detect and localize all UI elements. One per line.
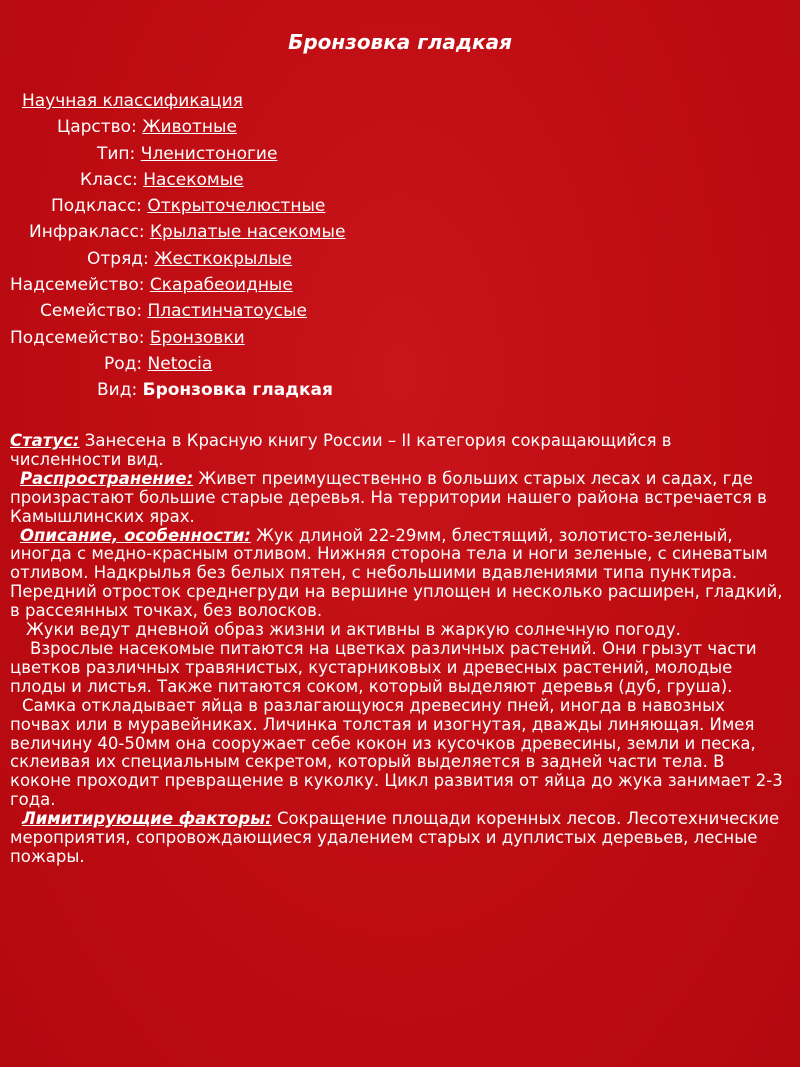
classification-row-phylum: Тип: Членистоногие: [97, 143, 278, 164]
species-name: Бронзовка гладкая: [142, 380, 333, 401]
classification-row-species: Вид: Бронзовка гладкая: [97, 380, 333, 401]
limiting-label: Лимитирующие факторы:: [22, 809, 272, 829]
class-link[interactable]: Насекомые: [143, 169, 244, 190]
phylum-link[interactable]: Членистоногие: [140, 143, 278, 164]
feeding-paragraph: Взрослые насекомые питаются на цветках различных растений. Они грызут части цветков различных травянистых, кустарниковых и древесных растений, молодые плоды и листья. Также питаются соком, который выделяют деревья (дуб, груша).: [10, 638, 757, 696]
classification-heading: Научная классификация: [22, 91, 243, 111]
description-body: [10, 432, 788, 867]
page-title: Бронзовка гладкая: [288, 30, 512, 54]
status-paragraph: Статус: Занесена в Красную книгу России – II категория сокращающийся в численности вид.: [10, 431, 672, 469]
superfamily-link[interactable]: Скарабеоидные: [149, 275, 293, 296]
distribution-paragraph: Распространение: Живет преимущественно в больших старых лесах и садах, где произрастают большие старые деревья. На территории нашего района встречается в Камышлинских ярах.: [10, 468, 767, 526]
subclass-link[interactable]: Открыточелюстные: [147, 196, 326, 217]
classification-block: [0, 88, 420, 404]
kingdom-link[interactable]: Животные: [142, 117, 237, 138]
reproduction-paragraph: Самка откладывает яйца в разлагающуюся древесину пней, иногда в навозных почвах или в муравейниках. Личинка толстая и изогнутая, дважды линяющая. Имея величину 40-50мм она сооружает себе кокон из кусочков древесины, земли и песка, склеивая их специальным секретом, который выделяется в задней части тела. В коконе проходит превращение в куколку. Цикл развития от яйца до жука занимает 2-3 года.: [10, 695, 783, 810]
description-paragraph: Описание, особенности: Жук длиной 22-29мм, блестящий, золотисто-зеленый, иногда с медно-красным отливом. Нижняя сторона тела и ноги зеленые, с синеватым отливом. Надкрылья без белых пятен, с небольшими вдавлениями типа пунктира. Передний отросток среднегруди на вершине уплощен и несколько расширен, гладкий, в рассеянных точках, без волосков.: [10, 525, 783, 621]
distribution-label: Распространение:: [20, 468, 194, 488]
classification-row-superfamily: Надсемейство: Скарабеоидные: [10, 275, 293, 296]
classification-row-family: Семейство: Пластинчатоусые: [40, 301, 308, 322]
status-label: Статус:: [10, 431, 80, 450]
subfamily-link[interactable]: Бронзовки: [149, 327, 245, 348]
family-link[interactable]: Пластинчатоусые: [147, 301, 308, 322]
classification-row-infraclass: Инфракласс: Крылатые насекомые: [29, 222, 346, 243]
classification-row-kingdom: Царство: Животные: [57, 117, 237, 138]
limiting-paragraph: Лимитирующие факторы: Сокращение площади коренных лесов. Лесотехнические мероприятия, сопровождающиеся удалением старых и дуплистых деревьев, лесные пожары.: [10, 809, 780, 866]
genus-link[interactable]: Netocia: [147, 353, 213, 374]
classification-row-subclass: Подкласс: Открыточелюстные: [51, 196, 326, 217]
classification-row-order: Отряд: Жесткокрылые: [87, 248, 293, 269]
classification-row-genus: Род: Netocia: [104, 353, 213, 374]
order-link[interactable]: Жесткокрылые: [154, 248, 293, 269]
activity-paragraph: Жуки ведут дневной образ жизни и активны в жаркую солнечную погоду.: [26, 620, 681, 640]
infraclass-link[interactable]: Крылатые насекомые: [149, 222, 346, 243]
classification-row-subfamily: Подсемейство: Бронзовки: [10, 327, 245, 348]
description-label: Описание, особенности:: [20, 525, 251, 545]
classification-row-class: Класс: Насекомые: [80, 169, 244, 190]
